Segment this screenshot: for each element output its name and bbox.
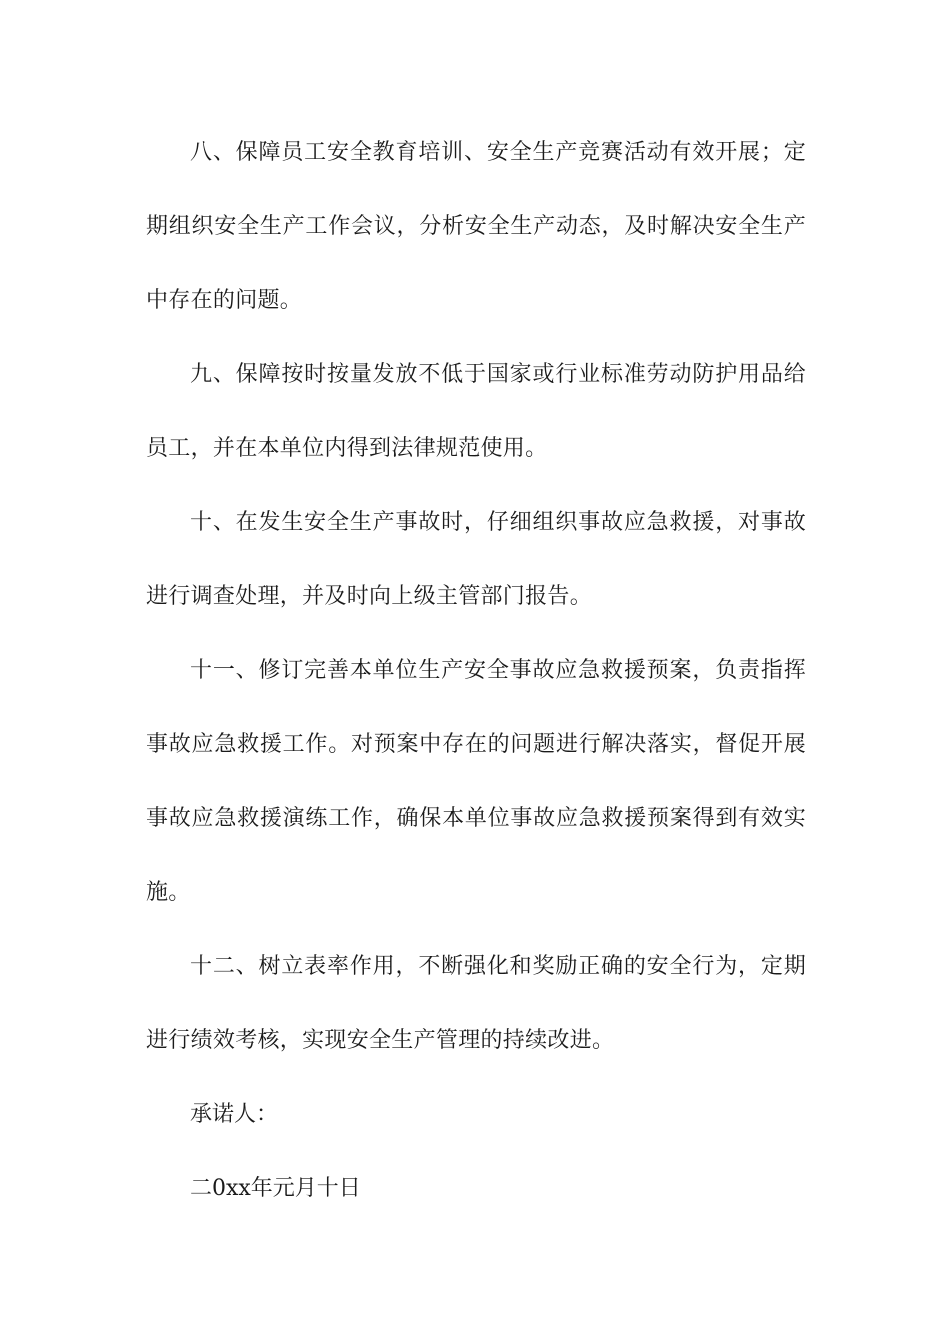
paragraph-12: 十二、树立表率作用，不断强化和奖励正确的安全行为，定期进行绩效考核，实现安全生产管理的持续改进。 [146, 954, 806, 1053]
paragraph-8: 八、保障员工安全教育培训、安全生产竞赛活动有效开展；定期组织安全生产工作会议，分析安全生产动态，及时解决安全生产中存在的问题。 [146, 140, 806, 313]
paragraph-9: 九、保障按时按量发放不低于国家或行业标准劳动防护用品给员工，并在本单位内得到法律规范使用。 [146, 362, 806, 461]
paragraph-10: 十、在发生安全生产事故时，仔细组织事故应急救援，对事故进行调查处理，并及时向上级主管部门报告。 [146, 510, 806, 609]
document-date: 二0xx年元月十日 [190, 1176, 361, 1201]
paragraph-11: 十一、修订完善本单位生产安全事故应急救援预案，负责指挥事故应急救援工作。对预案中存在的问题进行解决落实，督促开展事故应急救援演练工作，确保本单位事故应急救援预案得到有效实施。 [146, 658, 806, 905]
signatory-label: 承诺人： [190, 1102, 279, 1127]
